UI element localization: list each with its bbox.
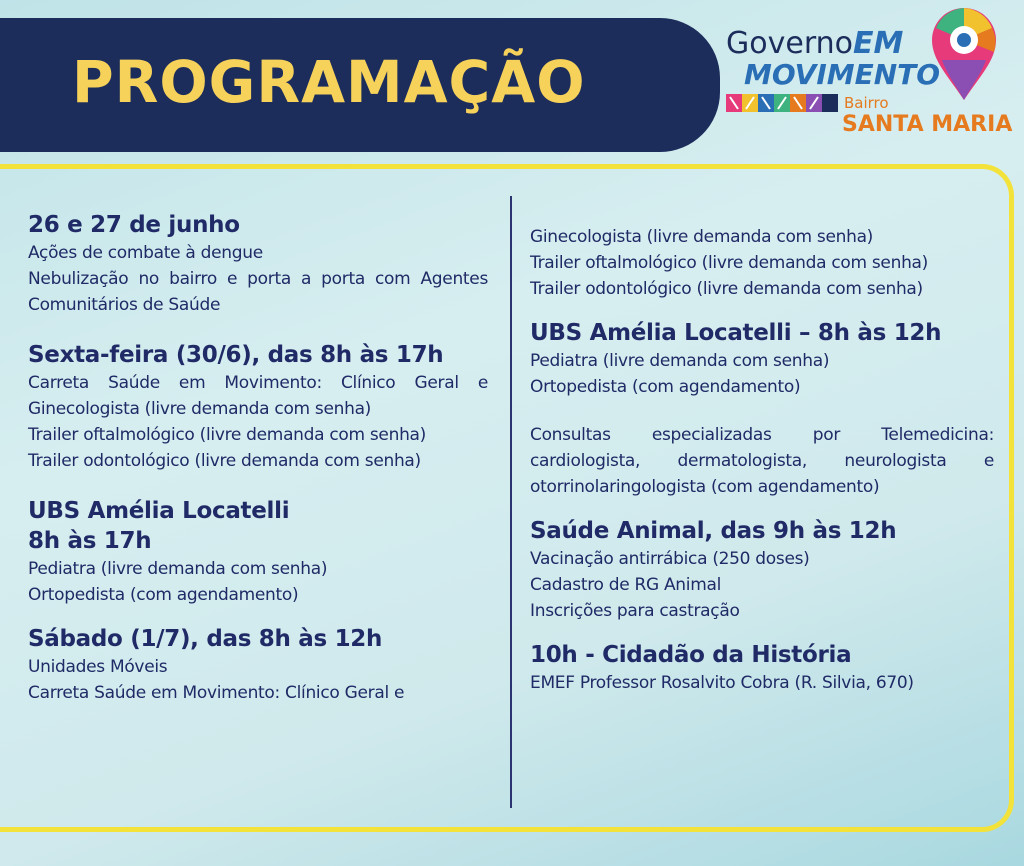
spacer: [28, 474, 488, 496]
right-column: [530, 224, 994, 696]
logo-governo: [726, 26, 903, 61]
logo-em-text: EM: [853, 26, 904, 61]
section-title-sabado: Sábado (1/7), das 8h às 12h: [28, 626, 383, 652]
left-column: [28, 210, 488, 706]
text-line: Carreta Saúde em Movimento: Clínico Geral e Ginecologista (livre demanda com senha): [28, 373, 488, 419]
section-title-cidadao: 10h - Cidadão da História: [530, 642, 852, 668]
spacer: [530, 500, 994, 516]
text-line: Consultas especializadas por Telemedicina: cardiologista, dermatologista, neurologista e otorrinolaringologista (com agendamento): [530, 425, 994, 497]
text-line: Trailer oftalmológico (livre demanda com senha): [530, 253, 928, 273]
spacer: [530, 400, 994, 422]
logo-movimento-text: MOVIMENTO: [744, 58, 941, 91]
logo-santa-maria-text: SANTA MARIA: [842, 112, 1013, 137]
spacer: [28, 608, 488, 624]
text-line: Unidades Móveis: [28, 657, 168, 677]
logo-governo-text: Governo: [726, 26, 853, 61]
section-title-ubs: UBS Amélia Locatelli: [28, 498, 290, 524]
text-line: Ortopedista (com agendamento): [28, 585, 299, 605]
column-divider: [510, 196, 512, 808]
text-line: Carreta Saúde em Movimento: Clínico Geral e: [28, 683, 405, 703]
text-line: Vacinação antirrábica (250 doses): [530, 549, 810, 569]
text-line: Cadastro de RG Animal: [530, 575, 722, 595]
section-title-junho: 26 e 27 de junho: [28, 212, 240, 238]
text-line: Pediatra (livre demanda com senha): [530, 351, 830, 371]
text-line: Inscrições para castração: [530, 601, 740, 621]
logo-bairro-text: Bairro: [844, 94, 889, 112]
multicolor-stripe-icon: [726, 94, 838, 112]
text-line: Ações de combate à dengue: [28, 243, 263, 263]
page-title: PROGRAMAÇÃO: [72, 48, 586, 116]
text-line: Ortopedista (com agendamento): [530, 377, 801, 397]
text-line: Trailer odontológico (livre demanda com senha): [530, 279, 923, 299]
section-title-saude-animal: Saúde Animal, das 9h às 12h: [530, 518, 897, 544]
text-line: EMEF Professor Rosalvito Cobra (R. Silvia, 670): [530, 673, 914, 693]
section-title-sexta: Sexta-feira (30/6), das 8h às 17h: [28, 342, 444, 368]
text-line: Pediatra (livre demanda com senha): [28, 559, 328, 579]
text-line: Nebulização no bairro e porta a porta com Agentes Comunitários de Saúde: [28, 269, 488, 315]
spacer: [530, 302, 994, 318]
spacer: [530, 624, 994, 640]
section-title-ubs-sabado: UBS Amélia Locatelli – 8h às 12h: [530, 320, 942, 346]
section-subtitle-hours: 8h às 17h: [28, 528, 152, 554]
map-pin-icon: [928, 6, 1000, 102]
text-line: Trailer oftalmológico (livre demanda com senha): [28, 425, 426, 445]
spacer: [28, 318, 488, 340]
text-line: Ginecologista (livre demanda com senha): [530, 227, 874, 247]
governo-em-movimento-logo: [724, 6, 1014, 146]
text-line: Trailer odontológico (livre demanda com senha): [28, 451, 421, 471]
